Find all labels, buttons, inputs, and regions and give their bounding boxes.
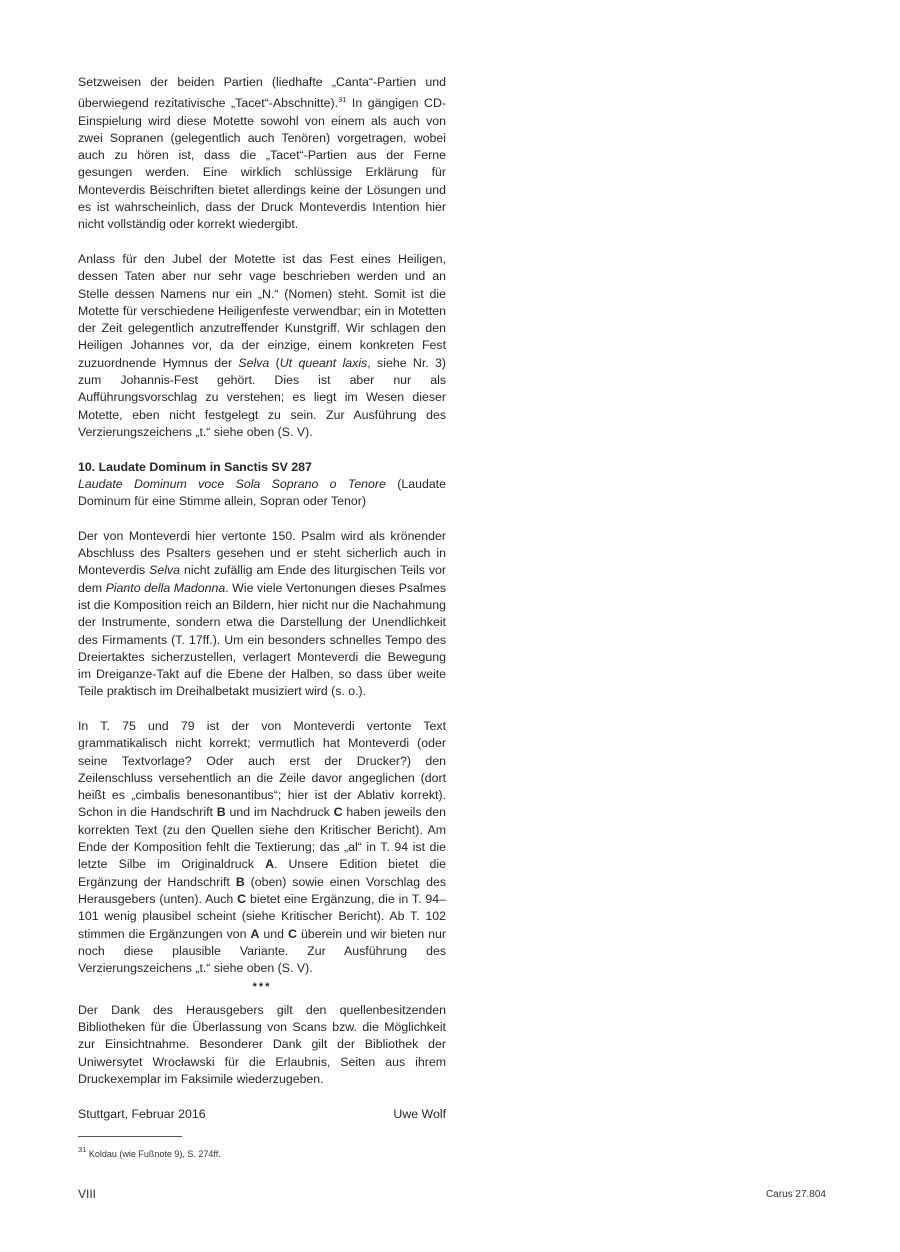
paragraph-canta-tacet: Setzweisen der beiden Partien (liedhafte „Canta“-Partien und überwiegend rezitativische „Tacet“-Abschnitte).$^{31}$ In gängigen CD-Einspielung wird diese Motette sowohl von einem als auch von zwei Sopranen (gelegentlich auch Tenören) vorgetragen, wobei auch zu hören ist, dass die „Tacet“-Partien aus der Ferne gesungen werden. Eine wirklich schlüssige Erklärung für Monteverdis Beischriften bietet allerdings keine der Lösungen und es ist wahrscheinlich, dass der Druck Monteverdis Intention hier nicht vollständig oder korrekt wiedergibt. — [78, 75, 446, 232]
author-name: Uwe Wolf — [393, 1106, 446, 1121]
paragraph-acknowledgements: Der Dank des Herausgebers gilt den quellenbesitzenden Bibliotheken für die Überlassung von Scans bzw. die Möglichkeit zur Einsichtnahme. Besonderer Dank gilt der Bibliothek der Uniwersytet Wrocławski für die Erlaubnis, Seiten aus ihrem Druckexemplar im Faksimile wiederzugeben. — [78, 1002, 446, 1086]
signature-line — [78, 1106, 446, 1123]
footnote: $^{31}$ Koldau (wie Fußnote 9), S. 274ff. — [78, 1145, 221, 1159]
publisher-reference: Carus 27.804 — [765, 1189, 826, 1200]
place-date: Stuttgart, Februar 2016 — [78, 1106, 206, 1121]
section-heading: 10. Laudate Dominum in Sanctis SV 287 — [78, 459, 312, 474]
paragraph-anlass: Anlass für den Jubel der Motette ist das Fest eines Heiligen, dessen Taten aber nur sehr vage beschrieben werden und an Stelle dessen Namens nur ein „N.“ (Nomen) steht. Somit ist die Motette für verschiedene Heiligenfeste verwendbar; ein in Motetten der Zeit gelegentlich anzutreffender Kunstgriff. Wir schlagen den Heiligen Johannes vor, da der einzige, einem konkreten Fest zuzuordnende Hymnus der Selva (Ut queant laxis, siehe Nr. 3) zum Johannis-Fest gehört. Dies ist aber nur als Aufführungsvorschlag zu verstehen; es liegt im Wesen dieser Motette, eben nicht festgelegt zu sein. Zur Ausführung des Verzierungszeichens „t.“ siehe oben (S. V). — [78, 251, 447, 439]
page-number: VIII — [78, 1187, 97, 1201]
footnote-rule — [78, 1136, 182, 1137]
section-divider: *** — [252, 981, 272, 994]
paragraph-text-notes: In T. 75 und 79 ist der von Monteverdi vertonte Text grammatikalisch nicht korrekt; vermutlich hat Monteverdi (oder seine Textvorlage? Oder auch erst der Drucker?) den Zeilenschluss versehentlich an die Zeile davor angeglichen (dort heißt es „cimbalis benesonantibus“; hier ist der Ablativ korrekt). Schon in die Handschrift B und im Nachdruck C haben jeweils den korrekten Text (zu den Quellen siehe den Kritischer Bericht). Am Ende der Komposition fehlt die Textierung; das „al“ in T. 94 ist die letzte Silbe im Originaldruck A. Unsere Edition bietet die Ergänzung der Handschrift B (oben) sowie einen Vorschlag des Herausgebers (unten). Auch C bietet eine Ergänzung, die in T. 94–101 wenig plausibel scheint (siehe Kritischer Bericht). Ab T. 102 stimmen die Ergänzungen von A und C überein und wir bieten nur noch diese plausible Variante. Zur Ausführung des Verzierungszeichens „t.“ siehe oben (S. V). — [78, 718, 447, 976]
text-column — [78, 74, 446, 1123]
footnote-ref[interactable]: 31 — [338, 95, 347, 105]
paragraph-psalm: Der von Monteverdi hier vertonte 150. Psalm wird als krönender Abschluss des Psalters gesehen und er steht sicherlich auch in Monteverdis Selva nicht zufällig am Ende des liturgischen Teils vor dem Pianto della Madonna. Wie viele Vertonungen dieses Psalmes ist die Komposition reich an Bildern, hier nicht nur die Nachahmung der Instrumente, sondern etwa die Darstellung der Unendlichkeit des Firmaments (T. 17ff.). Um ein besonders schnelles Tempo des Dreiertaktes sicherzustellen, verlagert Monteverdi die Bewegung im Dreiganze-Takt auf die Ebene der Halben, so dass über weite Teile praktisch im Dreihalbetakt musiziert wird (s. o.). — [78, 528, 446, 699]
section-subtitle: Laudate Dominum voce Sola Soprano o Tenore (Laudate Dominum für eine Stimme allein, Sopran oder Tenor) — [78, 476, 446, 509]
